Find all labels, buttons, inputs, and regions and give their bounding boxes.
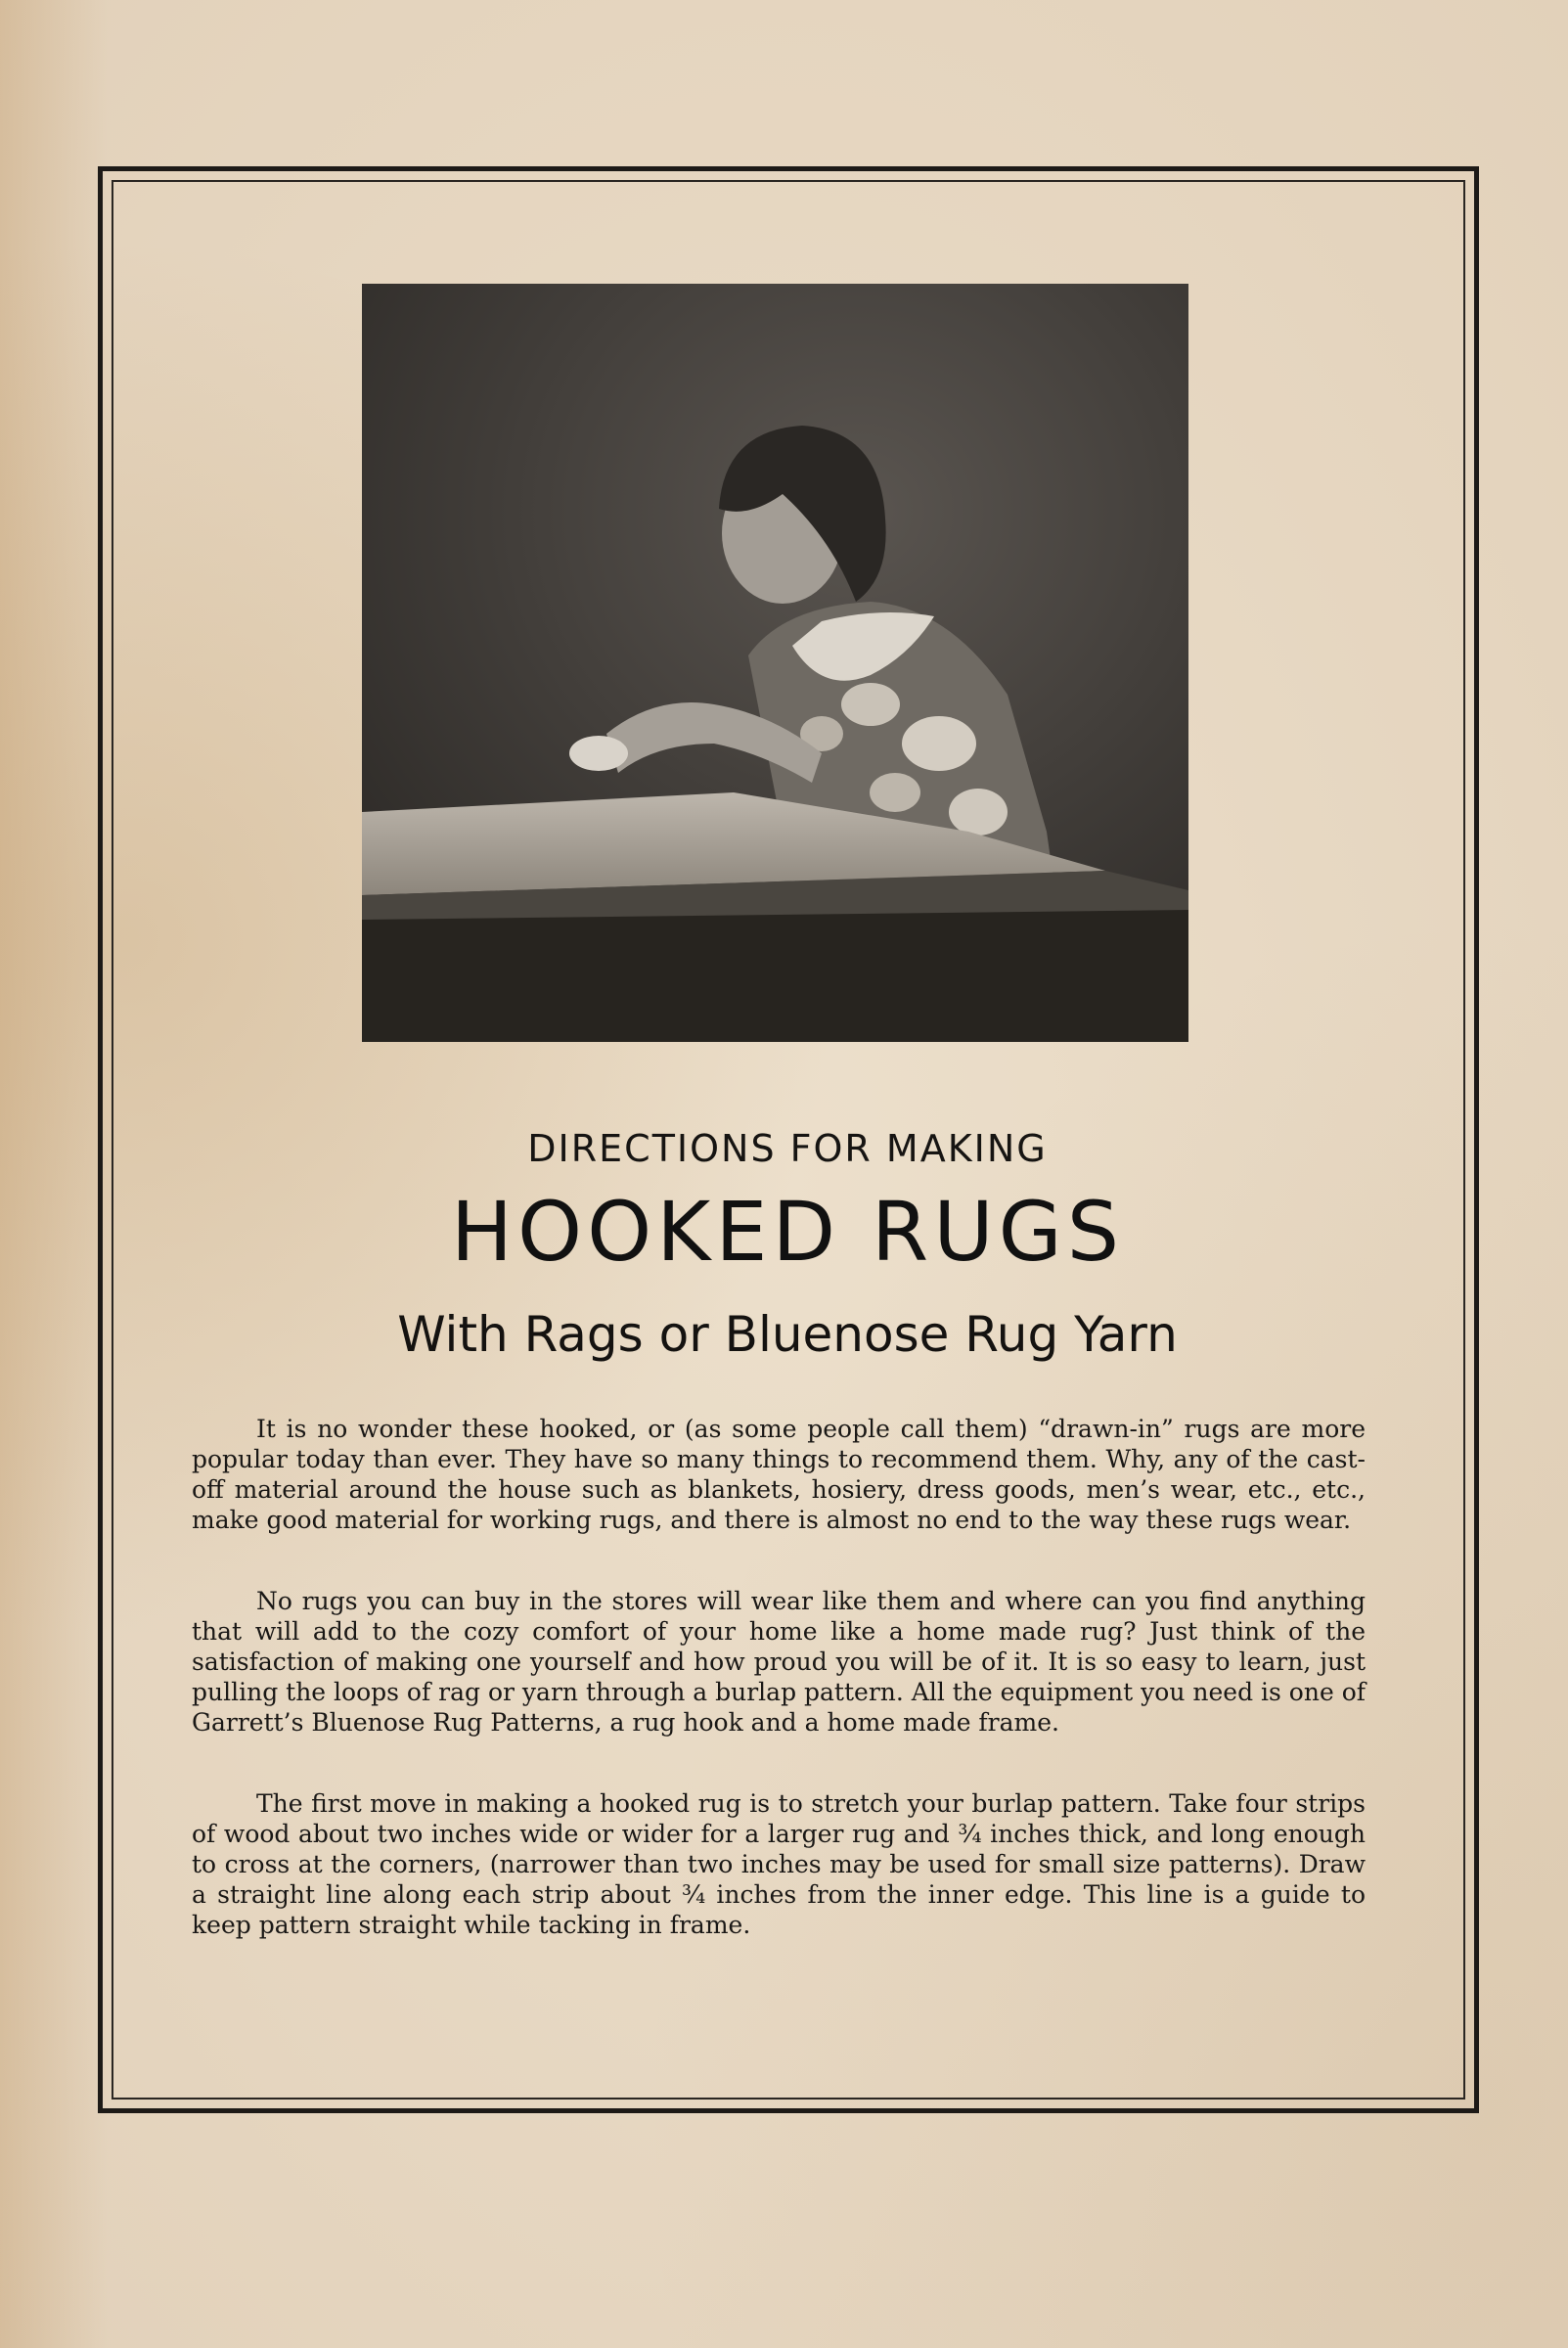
paper-stain: [0, 0, 108, 2348]
woman-hooking-rug-photo: [362, 284, 1188, 1042]
body-text: [192, 1414, 1366, 1991]
paragraph-3: The first move in making a hooked rug is to stretch your burlap pattern. Take four strips of wood about two inches wide or wider for a larger rug and ¾ inches thick, and long enough to cross at the corners, (narrower than two inches may be used for small size patterns). Draw a straight line along each strip about ¾ inches from the inner edge. This line is a guide to keep pattern straight while tacking in frame.: [192, 1789, 1366, 1939]
page-title: HOOKED RUGS: [450, 1184, 1125, 1280]
woman-hand: [569, 736, 628, 771]
heading-kicker: DIRECTIONS FOR MAKING: [527, 1127, 1048, 1170]
paragraph-1: It is no wonder these hooked, or (as some people call them) “drawn-in” rugs are more popular today than ever. They have so many things to recommend them. Why, any of the cast-off material around the house such as blankets, hosiery, dress goods, men’s wear, etc., etc., make good material for working rugs, and there is almost no end to the way these rugs wear.: [192, 1415, 1366, 1534]
page-subtitle: With Rags or Bluenose Rug Yarn: [397, 1306, 1178, 1363]
paragraph-2: No rugs you can buy in the stores will wear like them and where can you find anything that will add to the cozy comfort of your home like a home made rug? Just think of the satisfaction of making one yourself and how proud you will be of it. It is so easy to learn, just pulling the loops of rag or yarn through a burlap pattern. All the equipment you need is one of Garrett’s Bluenose Rug Patterns, a rug hook and a home made frame.: [192, 1587, 1366, 1737]
photo-illustration: [362, 284, 1188, 1042]
